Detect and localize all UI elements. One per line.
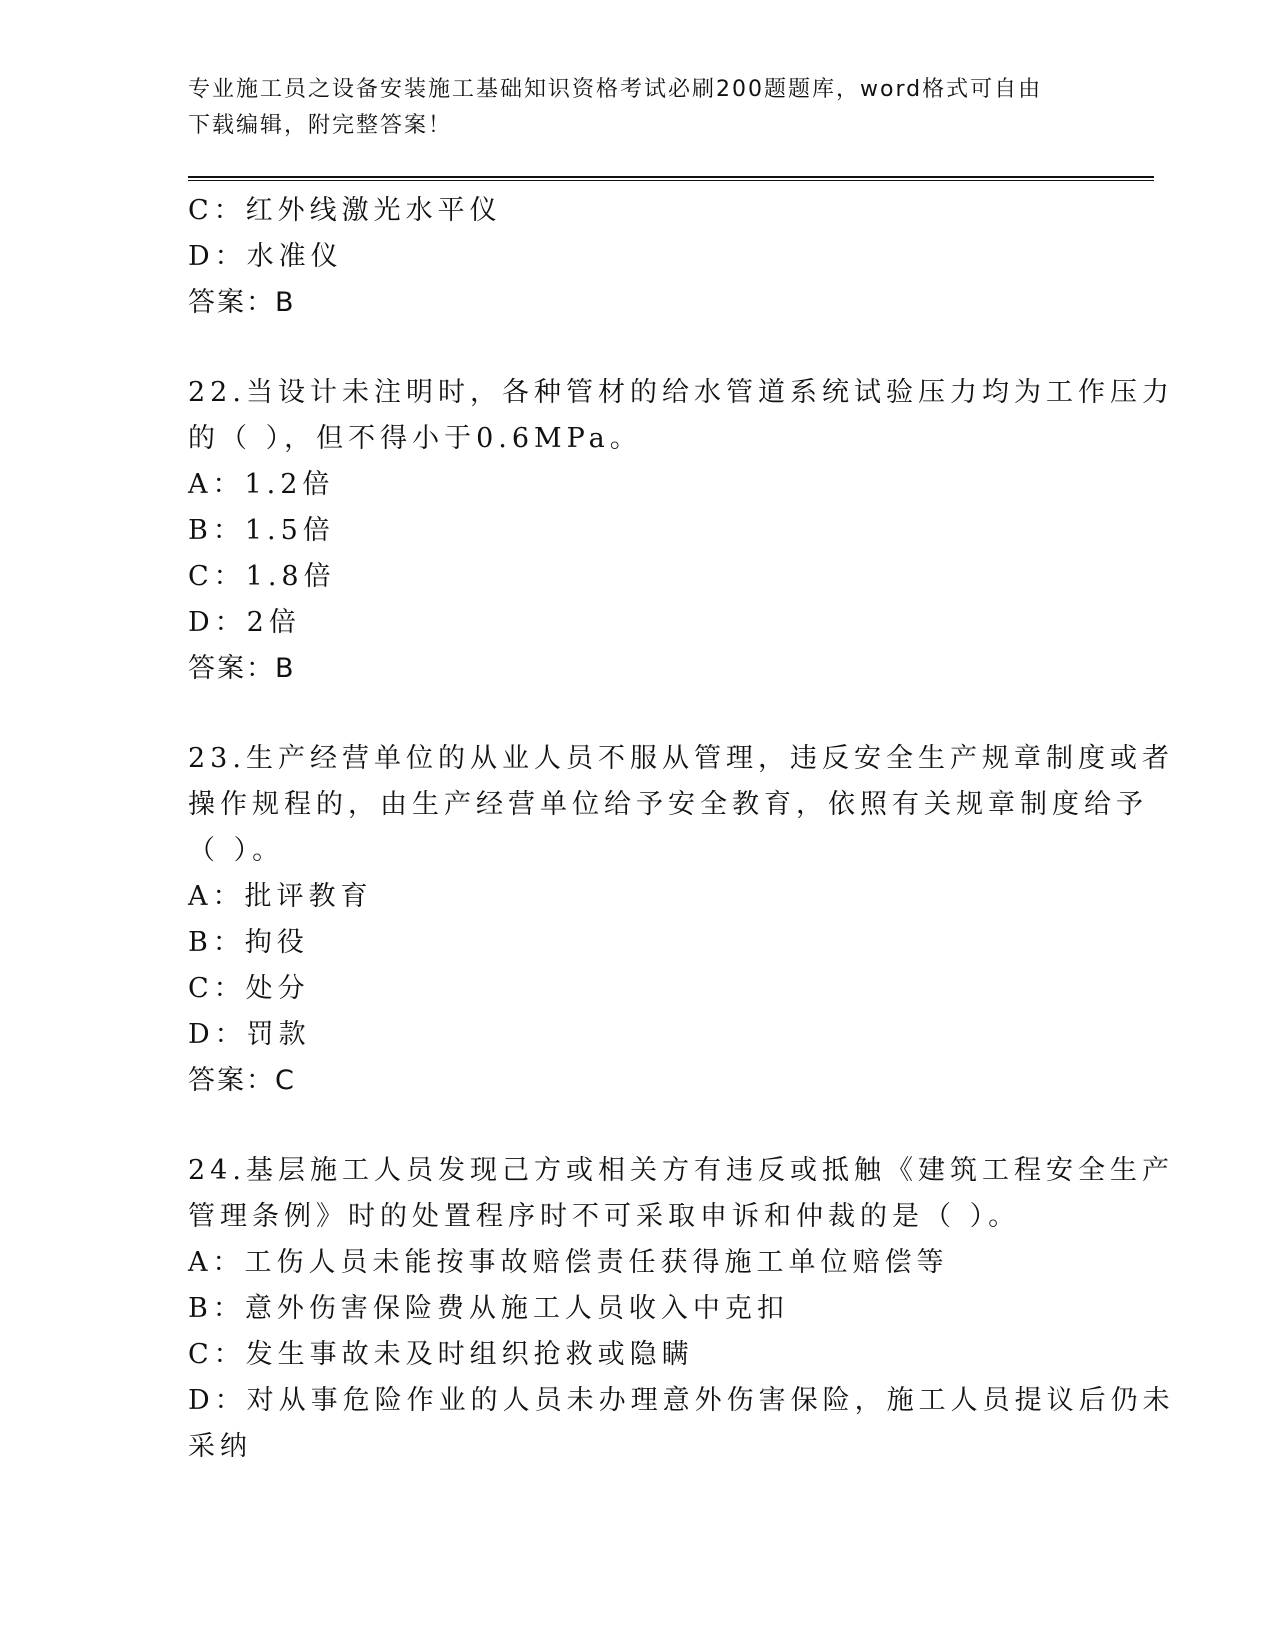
option-b: B：拘役 <box>188 927 309 958</box>
spacer <box>188 326 1088 370</box>
option-a: A：工伤人员未能按事故赔偿责任获得施工单位赔偿等 <box>188 1247 949 1278</box>
question-text: 的（ ），但不得小于0.6MPa。 <box>188 423 642 454</box>
question-list <box>188 188 1175 1470</box>
option-d: D：2倍 <box>188 607 301 638</box>
option-c: C：红外线激光水平仪 <box>188 195 502 226</box>
option-a: A：批评教育 <box>188 881 373 912</box>
question-text: 24.基层施工人员发现己方或相关方有违反或抵触《建筑工程安全生产 <box>188 1155 1174 1186</box>
answer: 答案：B <box>188 653 296 684</box>
question-text: 22.当设计未注明时，各种管材的给水管道系统试验压力均为工作压力 <box>188 377 1174 408</box>
question-22 <box>188 370 1174 692</box>
question-24 <box>188 1148 1175 1470</box>
answer: 答案：C <box>188 1065 296 1096</box>
option-b: B：1.5倍 <box>188 515 335 546</box>
option-d: D：罚款 <box>188 1019 311 1050</box>
question-23 <box>188 736 1174 1104</box>
option-c: C：处分 <box>188 973 310 1004</box>
option-a: A：1.2倍 <box>188 469 335 500</box>
option-d: D：水准仪 <box>188 241 343 272</box>
question-text: 管理条例》时的处置程序时不可采取申诉和仲裁的是（ ）。 <box>188 1201 1021 1232</box>
question-text: 23.生产经营单位的从业人员不服从管理，违反安全生产规章制度或者 <box>188 743 1174 774</box>
document-header <box>188 72 1068 144</box>
question-21-tail <box>188 188 1088 326</box>
option-c: C：发生事故未及时组织抢救或隐瞒 <box>188 1339 694 1370</box>
spacer <box>188 1104 1088 1148</box>
spacer <box>188 692 1088 736</box>
option-d: D：对从事危险作业的人员未办理意外伤害保险，施工人员提议后仍未 <box>188 1385 1175 1416</box>
question-text: 操作规程的，由生产经营单位给予安全教育，依照有关规章制度给予 <box>188 789 1148 820</box>
header-line-2: 下载编辑，附完整答案！ <box>188 113 453 138</box>
answer: 答案：B <box>188 287 296 318</box>
option-d-continued: 采纳 <box>188 1431 252 1462</box>
question-text: （ ）。 <box>188 835 285 866</box>
option-c: C：1.8倍 <box>188 561 336 592</box>
header-line-1: 专业施工员之设备安装施工基础知识资格考试必刷200题题库，word格式可自由 <box>188 77 1043 102</box>
option-b: B：意外伤害保险费从施工人员收入中克扣 <box>188 1293 789 1324</box>
header-divider <box>188 176 1154 181</box>
